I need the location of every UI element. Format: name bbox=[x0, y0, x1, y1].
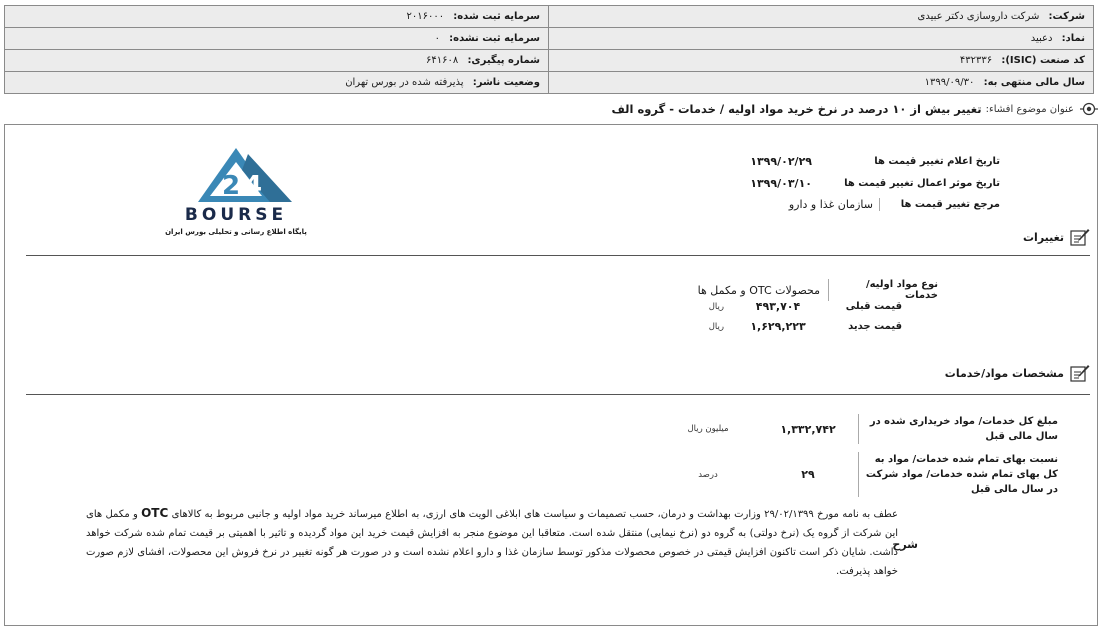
isic-value: ۴۳۲۳۳۶ bbox=[959, 55, 993, 66]
info-row bbox=[5, 6, 1094, 28]
material-type-label: نوع مواد اولیه/خدمات bbox=[828, 279, 938, 301]
specs-section-title bbox=[945, 364, 1090, 382]
capital-unregistered-cell bbox=[5, 28, 549, 50]
subject-title: تغییر بیش از ۱۰ درصد در نرخ خرید مواد اولیه / خدمات - گروه الف bbox=[611, 102, 982, 116]
tracking-label: شماره پیگیری: bbox=[467, 55, 540, 66]
symbol-label: نماد: bbox=[1061, 33, 1085, 44]
isic-label: کد صنعت (ISIC): bbox=[1001, 55, 1085, 66]
info-row bbox=[5, 28, 1094, 50]
explanation-part-1: عطف به نامه مورخ ۲۹/۰۲/۱۳۹۹ وزارت بهداشت و درمان، حسب تصمیمات و سیاست های ابلاغی الویت های ارزی، به اطلاع میرساند خرید مواد اولیه و جانبی مربوط به کالاهای bbox=[168, 509, 898, 520]
company-label: شرکت: bbox=[1048, 11, 1085, 22]
capital-unregistered-value: ۰ bbox=[434, 33, 440, 44]
prev-price-row bbox=[709, 300, 902, 313]
cost-ratio-row bbox=[658, 452, 1058, 497]
isic-cell bbox=[549, 50, 1094, 72]
total-purchase-unit: میلیون ریال bbox=[687, 424, 729, 434]
tracking-value: ۶۴۱۶۰۸ bbox=[426, 55, 459, 66]
material-type-value: محصولات OTC و مکمل ها bbox=[697, 283, 820, 297]
svg-text:4: 4 bbox=[244, 171, 263, 201]
target-icon bbox=[1080, 100, 1098, 118]
logo-tagline: پایگاه اطلاع رسانی و تحلیلی بورس ایران bbox=[165, 228, 307, 236]
capital-registered-value: ۲۰۱۶۰۰۰ bbox=[406, 11, 445, 22]
explanation-label: شرح bbox=[892, 538, 918, 551]
effective-date-value: ۱۳۹۹/۰۳/۱۰ bbox=[750, 177, 812, 190]
prev-price-unit: ریال bbox=[708, 301, 724, 312]
announce-date-row bbox=[750, 155, 1000, 168]
status-label: وضعیت ناشر: bbox=[472, 77, 540, 88]
cost-ratio-value: ۲۹ bbox=[801, 468, 815, 481]
effective-date-row bbox=[750, 177, 1000, 190]
info-row bbox=[5, 50, 1094, 72]
explanation-part-2: و مکمل های این شرکت از گروه یک (نرخ دولتی) به گروه دو (نرخ نیمایی) منتقل شده است. متعاقبا این موضوع منجر به افزایش قیمت خرید این مواد گردیده و تاثیر با اهمیتی بر قیمت تمام شده شرکت خواهد داشت. شایان ذکر است تاکنون افزایش قیمتی در خصوص محصولات مذکور توسط سازمان غذا و دارو اعلام نشده است و در صورت هر گونه تغییر در نرخ فروش این محصولات، افشای لازم صورت خواهد پذیرفت. bbox=[86, 509, 898, 577]
fiscal-cell bbox=[549, 72, 1094, 94]
company-cell bbox=[549, 6, 1094, 28]
reference-value: سازمان غذا و دارو bbox=[789, 198, 880, 211]
subject-prefix: عنوان موضوع افشاء: bbox=[985, 103, 1074, 115]
section-divider bbox=[26, 394, 1090, 395]
material-type-row bbox=[698, 279, 938, 301]
edit-icon bbox=[1070, 364, 1090, 382]
status-cell bbox=[5, 72, 549, 94]
fiscal-label: سال مالی منتهی به: bbox=[983, 77, 1085, 88]
info-row bbox=[5, 72, 1094, 94]
section-divider bbox=[26, 255, 1090, 256]
status-value: پذیرفته شده در بورس تهران bbox=[345, 77, 464, 88]
changes-title: تغییرات bbox=[1023, 230, 1064, 244]
reference-label: مرجع تغییر قیمت ها bbox=[900, 199, 1000, 210]
symbol-cell bbox=[549, 28, 1094, 50]
total-purchase-value: ۱,۳۳۲,۷۴۲ bbox=[780, 422, 836, 436]
company-value: شرکت داروسازی دکتر عبیدی bbox=[917, 11, 1040, 22]
bourse-logo bbox=[162, 144, 310, 240]
fiscal-value: ۱۳۹۹/۰۹/۳۰ bbox=[924, 77, 975, 88]
capital-registered-cell bbox=[5, 6, 549, 28]
reference-row bbox=[789, 198, 1000, 211]
cost-ratio-label: نسبت بهای تمام شده خدمات/ مواد به کل بهای تمام شده خدمات/ مواد شرکت در سال مالی قبل bbox=[858, 452, 1058, 497]
new-price-value: ۱,۶۲۹,۲۲۳ bbox=[750, 320, 806, 333]
symbol-value: دعبید bbox=[1030, 33, 1053, 44]
explanation-text bbox=[86, 504, 898, 581]
prev-price-label: قیمت قبلی bbox=[845, 301, 902, 312]
effective-date-label: تاریخ موثر اعمال تغییر قیمت ها bbox=[844, 178, 1000, 189]
new-price-row bbox=[709, 320, 902, 333]
explanation-otc: OTC bbox=[141, 506, 169, 520]
total-purchase-label: مبلغ کل خدمات/ مواد خریداری شده در سال مالی قبل bbox=[858, 414, 1058, 444]
new-price-label: قیمت جدید bbox=[848, 321, 902, 332]
edit-icon bbox=[1070, 228, 1090, 246]
24-bourse-logo-icon bbox=[162, 144, 310, 240]
total-purchase-row bbox=[658, 414, 1058, 444]
announce-date-value: ۱۳۹۹/۰۲/۲۹ bbox=[750, 155, 812, 168]
specs-title: مشخصات مواد/خدمات bbox=[944, 366, 1064, 380]
changes-section-title bbox=[1023, 228, 1090, 246]
announce-date-label: تاریخ اعلام تغییر قیمت ها bbox=[874, 156, 1000, 167]
cost-ratio-unit: درصد bbox=[698, 469, 718, 480]
capital-unregistered-label: سرمایه ثبت نشده: bbox=[449, 33, 540, 44]
logo-brand: BOURSE bbox=[184, 205, 288, 225]
svg-text:2: 2 bbox=[222, 171, 241, 201]
prev-price-value: ۴۹۳,۷۰۴ bbox=[755, 300, 801, 313]
disclosure-subject bbox=[611, 100, 1098, 118]
new-price-unit: ریال bbox=[708, 321, 724, 332]
company-info-table bbox=[4, 5, 1094, 94]
capital-registered-label: سرمایه ثبت شده: bbox=[453, 11, 540, 22]
tracking-cell bbox=[5, 50, 549, 72]
